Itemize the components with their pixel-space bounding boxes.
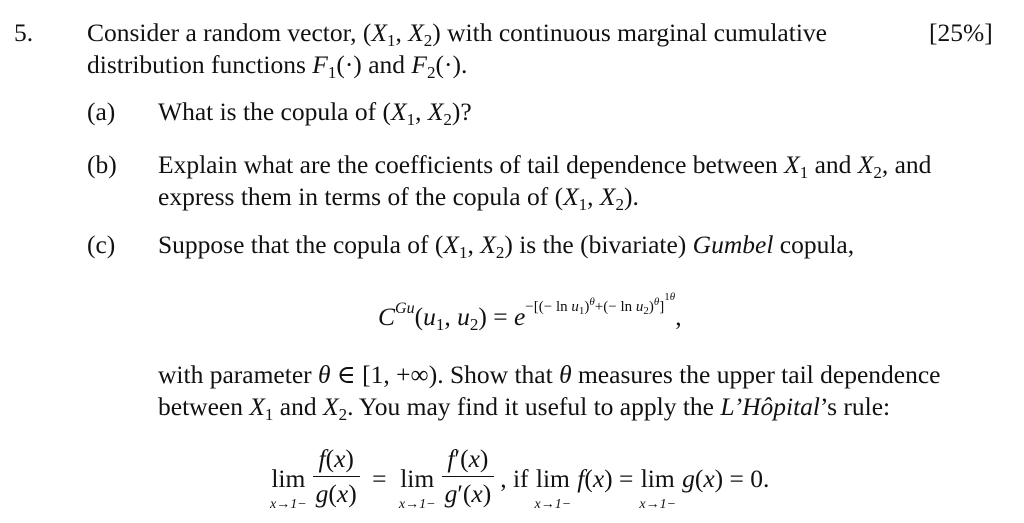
part-c-text-2a: with parameter: [158, 360, 312, 389]
part-a-end: ?: [460, 97, 472, 126]
part-b-text-1-end: , and: [881, 150, 932, 179]
part-c-line-1: Suppose that the copula of (X1, X2) is the (bivariate) Gumbel copula,: [158, 230, 855, 262]
part-a-label: (a): [87, 97, 116, 126]
part-c-text-2c: measures the upper tail dependence: [577, 360, 941, 389]
part-b-label: (b): [87, 150, 117, 179]
part-b-text-1a: Explain what are the coefficients of tail dependence between: [158, 150, 778, 179]
part-b-line-2: express them in terms of the copula of (X1, X2).: [158, 182, 639, 214]
part-a-text: What is the copula of (X1, X2)?: [158, 97, 472, 129]
part-b-text-2a: express them in terms of the copula of: [158, 182, 549, 211]
intro-text-2-end: .: [460, 50, 468, 79]
question-number: 5.: [14, 18, 34, 47]
part-c-line-3: between X1 and X2. You may find it useful to apply the L’Hôpital’s rule:: [158, 392, 891, 424]
part-c-text-3c: . You may find it useful to apply the: [347, 392, 714, 421]
lhopital-emphasis: L’Hôpital: [720, 392, 821, 421]
rule-if: , if: [500, 464, 529, 493]
lhopital-rule-formula: lim x→1− $\frac{f(x)}{g(x)}$ = lim x→1− $\frac{f'(x)}{g'(x)}$ , if lim x→1− f(x) = lim x→1− g(x) = 0.: [270, 443, 770, 512]
intro-text-2a: distribution functions: [87, 50, 306, 79]
part-b-text-2-end: .: [632, 182, 639, 211]
intro-text-1a: Consider a random vector,: [87, 18, 357, 47]
part-c-text-3a: between: [158, 392, 243, 421]
part-c-text-3b: and: [279, 392, 317, 421]
part-c-text-3d: ’s rule:: [820, 392, 891, 421]
gumbel-copula-formula: $C^{Gu}(u1$, $u2) = e^{-[(- ln u_1)^\theta+(- ln u_2)^\theta]}1\theta$,: [378, 290, 682, 334]
part-a-question: What is the copula of: [158, 97, 377, 126]
part-c-line-2: with parameter θ ∈ [1, +∞). Show that θ measures the upper tail dependence: [158, 360, 941, 389]
part-c-text-1a: Suppose that the copula of: [158, 230, 429, 259]
intro-text-1b: with continuous marginal cumulative: [447, 18, 827, 47]
intro-text-2b: and: [368, 50, 406, 79]
part-c-text-1b: is the (bivariate): [519, 230, 687, 259]
rule-end: = 0.: [729, 464, 770, 493]
part-c-text-1c: copula,: [779, 230, 855, 259]
intro-line-2: distribution functions F1(·) and F2(·).: [87, 50, 468, 82]
part-b-line-1: Explain what are the coefficients of tail dependence between X1 and X2, and: [158, 150, 932, 182]
part-c-text-2b: . Show that: [437, 360, 553, 389]
gumbel-emphasis: Gumbel: [692, 230, 774, 259]
question-weight: [25%]: [929, 18, 993, 47]
part-b-text-1b: and: [814, 150, 852, 179]
part-c-label: (c): [87, 230, 116, 259]
intro-line-1: Consider a random vector, (X1, X2) with continuous marginal cumulative: [87, 18, 827, 50]
